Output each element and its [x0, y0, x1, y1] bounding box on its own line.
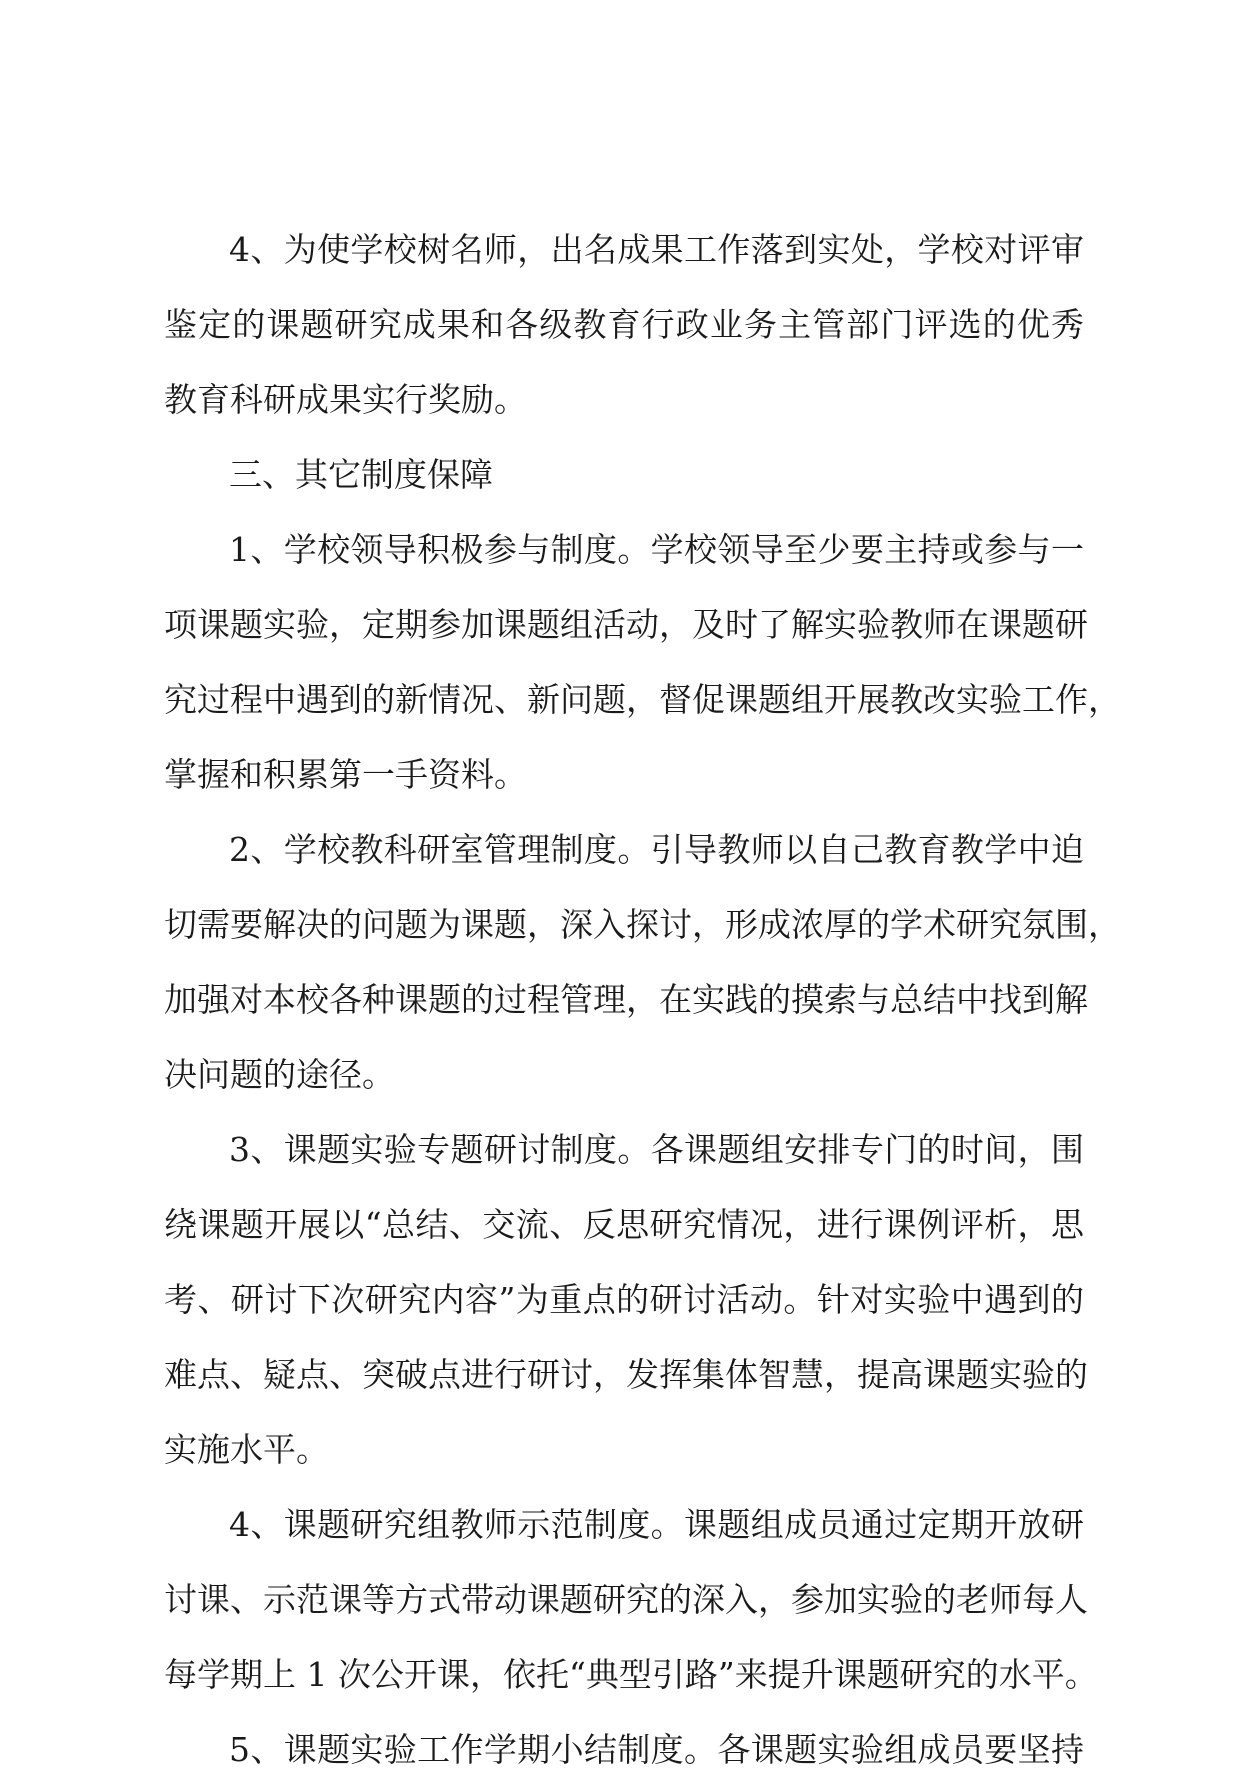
text-line: 每学期上 1 次公开课，依托“典型引路”来提升课题研究的水平。 [164, 1655, 1098, 1694]
text-line: 项课题实验，定期参加课题组活动，及时了解实验教师在课题研 [164, 605, 1088, 644]
text-line: 难点、疑点、突破点进行研讨，发挥集体智慧，提高课题实验的 [164, 1355, 1088, 1394]
text-line: 4、为使学校树名师，出名成果工作落到实处，学校对评审 [229, 230, 1084, 269]
text-line: 鉴定的课题研究成果和各级教育行政业务主管部门评选的优秀 [164, 305, 1084, 344]
text-line: 究过程中遇到的新情况、新问题，督促课题组开展教改实验工作， [164, 680, 1121, 719]
text-line: 考、研讨下次研究内容”为重点的研讨活动。针对实验中遇到的 [164, 1280, 1084, 1319]
text-line: 2、学校教科研室管理制度。引导教师以自己教育教学中迫 [229, 830, 1084, 869]
text-line: 决问题的途径。 [164, 1055, 395, 1094]
section-heading: 三、其它制度保障 [229, 455, 493, 494]
text-line: 1、学校领导积极参与制度。学校领导至少要主持或参与一 [229, 530, 1084, 569]
text-line: 讨课、示范课等方式带动课题研究的深入，参加实验的老师每人 [164, 1580, 1088, 1619]
text-line: 加强对本校各种课题的过程管理，在实践的摸索与总结中找到解 [164, 980, 1088, 1019]
text-line: 5、课题实验工作学期小结制度。各课题实验组成员要坚持 [229, 1730, 1084, 1769]
text-line: 3、课题实验专题研讨制度。各课题组安排专门的时间，围 [229, 1130, 1084, 1169]
text-line: 教育科研成果实行奖励。 [164, 380, 527, 419]
text-line: 4、课题研究组教师示范制度。课题组成员通过定期开放研 [229, 1505, 1084, 1544]
text-line: 切需要解决的问题为课题，深入探讨，形成浓厚的学术研究氛围， [164, 905, 1121, 944]
text-line: 绕课题开展以“总结、交流、反思研究情况，进行课例评析，思 [164, 1205, 1084, 1244]
text-line: 掌握和积累第一手资料。 [164, 755, 527, 794]
text-line: 实施水平。 [164, 1430, 329, 1469]
